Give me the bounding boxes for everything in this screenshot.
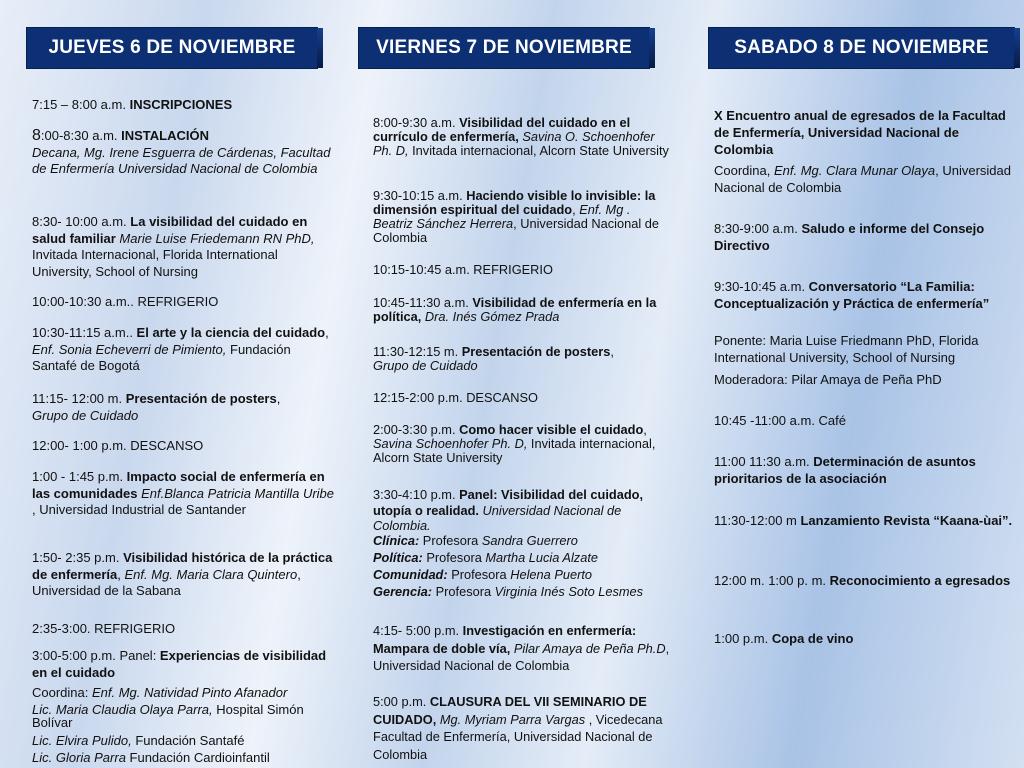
schedule-item — [714, 371, 1019, 388]
schedule-item — [714, 572, 1019, 589]
item-affiliation: , Universidad Industrial de Santander — [32, 502, 246, 517]
item-title: Presentación de posters — [125, 391, 277, 406]
item-text: 10:45 -11:00 a.m. Café — [714, 413, 847, 428]
item-affiliation: Invitada internacional, Alcorn State University — [408, 143, 669, 158]
item-speaker: Enf. Mg . Beatriz Sánchez Herrera — [373, 202, 631, 231]
item-speaker: Savina Schoenhofer Ph. D, — [373, 436, 528, 451]
item-speaker: Lic. Elvira Pulido, — [32, 733, 132, 748]
item-time: 1:00 p.m. — [714, 631, 772, 646]
item-affiliation: , Universidad Nacional de Colombia — [373, 640, 670, 673]
item-affiliation: , Universidad de la Sabana — [32, 566, 301, 598]
item-time: 9:30-10:45 a.m. — [714, 279, 809, 294]
schedule-item — [32, 648, 337, 681]
item-label: Comunidad: — [373, 567, 448, 582]
item-time: 8:00-9:30 a.m. — [373, 115, 460, 130]
item-affiliation: Fundación Cardioinfantil — [125, 750, 270, 765]
item-label: Gerencia: — [373, 584, 433, 599]
item-title: Reconocimiento a egresados — [829, 573, 1011, 588]
item-affiliation: , Universidad Nacional de Colombia — [373, 216, 659, 245]
item-separator: , — [276, 391, 281, 406]
item-title: X Encuentro anual de egresados de la Facultad de Enfermería, Universidad Nacional de Colombia — [714, 108, 1006, 157]
item-affiliation: Fundación Santafé — [131, 733, 245, 748]
item-time: 4:15- 5:00 p.m. — [373, 623, 463, 638]
item-time: 8:30-9:00 a.m. — [714, 221, 802, 236]
item-text: Moderadora: Pilar Amaya de Peña PhD — [714, 372, 942, 387]
item-speaker: Martha Lucia Alzate — [485, 550, 598, 565]
schedule-item — [32, 128, 337, 178]
item-title: Copa de vino — [771, 631, 854, 646]
item-text: Ponente: Maria Luise Friedmann PhD, Florida International University, School of Nursing — [714, 333, 979, 365]
item-title: Visibilidad histórica de la práctica de enfermería — [32, 550, 333, 582]
item-separator: , — [643, 422, 647, 437]
item-title: Visibilidad de enfermería en la política, — [373, 295, 657, 324]
item-affiliation: Invitada Internacional, Florida International University, School of Nursing — [32, 247, 278, 279]
item-speaker: Savina O. Schoenhofer Ph. D, — [373, 129, 655, 158]
item-time: :00-8:30 a.m. — [40, 128, 122, 143]
item-label: Coordina: — [32, 685, 92, 700]
schedule-item — [373, 391, 673, 405]
header-saturday-label: SABADO 8 DE NOVIEMBRE — [734, 37, 989, 58]
schedule-item — [373, 622, 673, 675]
schedule-item — [32, 214, 337, 280]
item-prefix: Profesora — [447, 567, 511, 582]
item-speaker: Universidad Nacional de Colombia. — [373, 502, 622, 533]
panel-member — [373, 585, 673, 599]
header-saturday — [709, 28, 1014, 68]
panel-member — [32, 750, 337, 767]
item-title: Saludo e informe del Consejo Directivo — [714, 221, 985, 253]
schedule-item — [32, 469, 337, 519]
schedule-item — [32, 325, 337, 375]
item-time: 11:30-12:00 m — [714, 513, 801, 528]
schedule-item — [714, 630, 1019, 647]
schedule-item — [32, 438, 337, 455]
item-prefix: Profesora — [432, 584, 495, 599]
item-title: La visibilidad del cuidado en salud familiar — [32, 214, 308, 246]
panel-member — [373, 568, 673, 582]
schedule-item — [32, 294, 337, 311]
item-title: Conversatorio “La Familia: Conceptualización y Práctica de enfermería” — [714, 279, 990, 311]
schedule-item — [714, 162, 1019, 196]
item-affiliation: , Vicedecana Facultad de Enfermería, Universidad Nacional de Colombia — [373, 711, 663, 762]
schedule-item — [373, 116, 673, 158]
item-time: 1:50- 2:35 p.m. — [32, 550, 124, 565]
schedule-item — [714, 453, 1019, 487]
item-title: Impacto social de enfermería en las comunidades — [32, 469, 325, 501]
item-time: 11:30-12:15 m. — [373, 344, 462, 359]
schedule-item — [32, 550, 337, 600]
schedule-item — [714, 278, 1019, 312]
schedule-item — [373, 189, 673, 245]
item-time: 2:00-3:30 p.m. — [373, 422, 460, 437]
item-label: Clínica: — [373, 533, 420, 548]
item-affiliation: Invitada internacional, Alcorn State University — [373, 436, 656, 465]
item-speaker: Virginia Inés Soto Lesmes — [494, 584, 644, 599]
item-text: 12:15-2:00 p.m. DESCANSO — [373, 390, 539, 405]
item-title: El arte y la ciencia del cuidado — [136, 325, 326, 340]
item-time: 5:00 p.m. — [373, 694, 430, 709]
item-title: Visibilidad del cuidado en el currículo de enfermería, — [373, 115, 631, 144]
item-speaker: Grupo de Cuidado — [32, 407, 139, 423]
item-label: Coordina, — [714, 163, 774, 178]
item-title: Experiencias de visibilidad en el cuidado — [32, 648, 327, 680]
item-time: 1:00 - 1:45 p.m. — [32, 469, 127, 484]
item-prefix: Profesora — [422, 550, 486, 565]
item-time: 10:30-11:15 a.m.. — [32, 325, 137, 340]
item-time: 11:15- 12:00 m. — [32, 391, 126, 406]
item-speaker: Decana, Mg. Irene Esguerra de Cárdenas, Facultad de Enfermería Universidad Nacional de Colombia — [32, 144, 331, 176]
schedule-item — [32, 621, 337, 638]
item-speaker: Enf.Blanca Patricia Mantilla Uribe — [137, 485, 335, 501]
item-time: 12:00 m. 1:00 p. m. — [714, 573, 830, 588]
item-speaker: Enf. Sonia Echeverri de Pimiento, — [32, 341, 227, 357]
item-affiliation: Fundación Santafé de Bogotá — [32, 341, 291, 373]
schedule-item — [373, 263, 673, 277]
item-text: 10:15-10:45 a.m. REFRIGERIO — [373, 262, 553, 277]
header-thursday-label: JUEVES 6 DE NOVIEMBRE — [48, 37, 296, 58]
item-time: 3:00-5:00 p.m. Panel: — [32, 648, 160, 663]
schedule-item — [373, 693, 673, 763]
header-thursday — [27, 28, 317, 68]
item-speaker: Grupo de Cuidado — [373, 358, 478, 373]
item-title: Determinación de asuntos prioritarios de la asociación — [714, 454, 976, 486]
panel-member — [32, 703, 337, 729]
item-title: Como hacer visible el cuidado — [459, 422, 644, 437]
item-text: 12:00- 1:00 p.m. DESCANSO — [32, 438, 204, 453]
item-label: Política: — [373, 550, 423, 565]
item-separator: , — [325, 325, 329, 340]
panel-member — [373, 551, 673, 565]
item-text: 2:35-3:00. REFRIGERIO — [32, 621, 176, 636]
schedule-item — [714, 511, 1019, 531]
item-time: 10:45-11:30 a.m. — [373, 295, 473, 310]
schedule-item — [373, 487, 673, 534]
item-speaker: Helena Puerto — [510, 567, 593, 582]
panel-member — [373, 534, 673, 548]
item-time: 11:00 11:30 a.m. — [714, 454, 814, 469]
item-speaker: Pilar Amaya de Peña Ph.D — [510, 640, 666, 656]
item-prefix: Profesora — [419, 533, 482, 548]
item-title: INSCRIPCIONES — [129, 97, 233, 112]
item-separator: , — [610, 344, 614, 359]
item-speaker: Marie Luise Friedemann RN PhD, — [115, 230, 315, 246]
schedule-item — [714, 220, 1019, 254]
item-title: Haciendo visible lo invisible: la dimensión espiritual del cuidado — [373, 188, 656, 217]
item-time: 7:15 – 8:00 a.m. — [32, 97, 130, 112]
item-affiliation: , Universidad Nacional de Colombia — [714, 163, 1011, 195]
header-friday — [359, 28, 649, 68]
panel-coordinator — [32, 685, 337, 702]
item-separator: , — [117, 566, 125, 582]
schedule-item — [373, 345, 673, 373]
item-title: Panel: Visibilidad del cuidado, utopía o realidad. — [373, 487, 644, 518]
schedule-item — [714, 107, 1019, 158]
schedule-item — [373, 423, 673, 465]
item-speaker: Enf. Mg. Clara Munar Olaya — [773, 163, 936, 178]
item-speaker: Mg. Myriam Parra Vargas — [436, 711, 586, 727]
item-time: 9:30-10:15 a.m. — [373, 188, 467, 203]
item-time-first: 8 — [32, 127, 41, 144]
header-friday-label: VIERNES 7 DE NOVIEMBRE — [376, 37, 632, 58]
item-speaker: Lic. Maria Claudia Olaya Parra, — [32, 702, 213, 717]
item-title: INSTALACIÓN — [121, 128, 209, 143]
schedule-item — [714, 332, 1019, 366]
schedule-item — [32, 391, 337, 424]
panel-member — [32, 733, 337, 750]
item-speaker: Dra. Inés Gómez Prada — [421, 309, 560, 324]
item-speaker: Lic. Gloria Parra — [32, 750, 126, 765]
item-affiliation: Hospital Simón Bolívar — [32, 702, 304, 730]
item-time: 3:30-4:10 p.m. — [373, 487, 460, 502]
item-title: CLAUSURA DEL VII SEMINARIO DE CUIDADO, — [373, 694, 647, 727]
schedule-item — [32, 97, 337, 114]
item-speaker: Enf. Mg. Maria Clara Quintero — [124, 566, 298, 582]
item-text: 10:00-10:30 a.m.. REFRIGERIO — [32, 294, 219, 309]
item-title: Lanzamiento Revista “Kaana-ùai”. — [800, 513, 1013, 528]
schedule-item — [373, 296, 673, 324]
item-title: Presentación de posters — [461, 344, 611, 359]
item-separator: , — [572, 202, 580, 217]
item-speaker: Sandra Guerrero — [481, 533, 578, 548]
item-time: 8:30- 10:00 a.m. — [32, 214, 131, 229]
item-speaker: Enf. Mg. Natividad Pinto Afanador — [91, 685, 288, 700]
schedule-item — [714, 412, 1019, 429]
item-title: Investigación en enfermería: Mampara de doble vía, — [373, 623, 637, 656]
